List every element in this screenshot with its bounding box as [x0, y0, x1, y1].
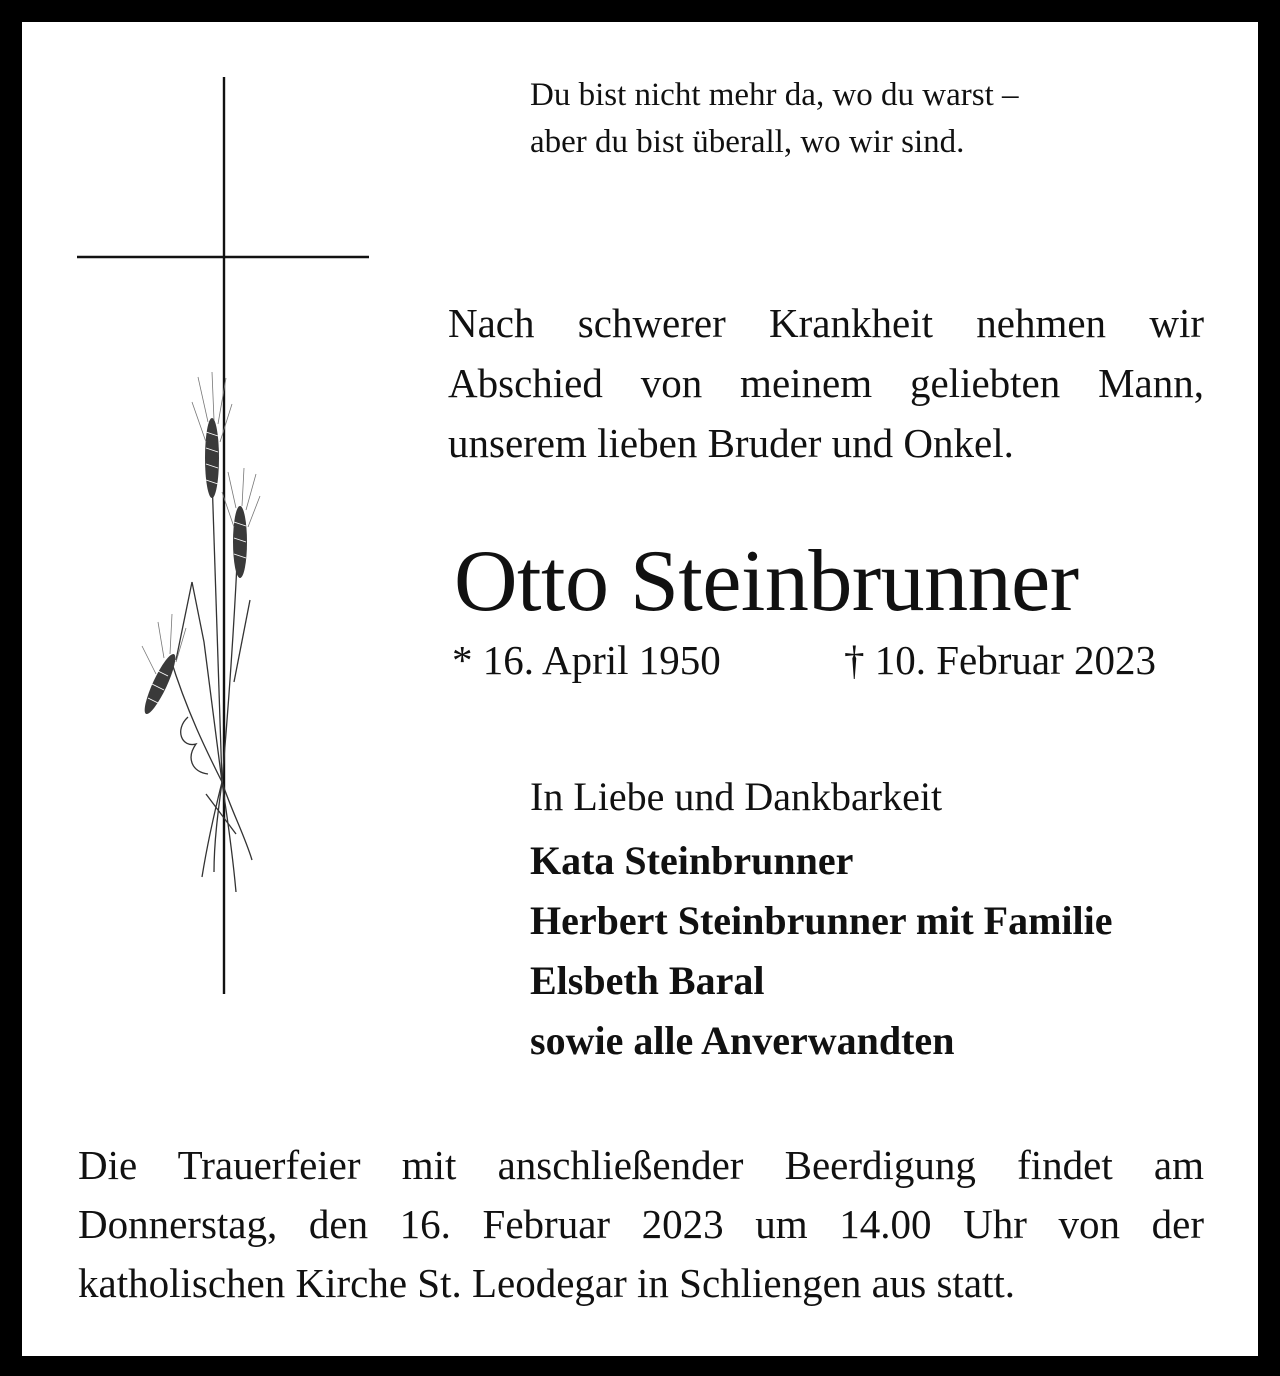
intro-text: [448, 293, 1204, 473]
cross-with-wheat-icon: [22, 22, 442, 1022]
intro-line: Abschied von meinem geliebten Mann,: [448, 360, 1204, 406]
service-line: Die Trauerfeier mit anschließender Beerdigung findet am: [78, 1142, 1204, 1188]
mourner-name: sowie alle Anverwandten: [530, 1018, 955, 1063]
service-line: katholischen Kirche St. Leodegar in Schliengen aus statt.: [78, 1260, 1016, 1306]
obituary-notice: [22, 22, 1258, 1356]
service-line: Donnerstag, den 16. Februar 2023 um 14.00 Uhr von der: [78, 1201, 1204, 1247]
motto: [530, 72, 1019, 166]
deceased-name: Otto Steinbrunner: [454, 533, 1079, 630]
mourners: [530, 767, 1113, 1071]
mourner-name: Kata Steinbrunner: [530, 838, 854, 883]
intro-line: unserem lieben Bruder und Onkel.: [448, 420, 1014, 466]
intro-line: Nach schwerer Krankheit nehmen wir: [448, 300, 1204, 346]
death-date: † 10. Februar 2023: [844, 637, 1157, 683]
motto-line: aber du bist überall, wo wir sind.: [530, 124, 965, 160]
motto-line: Du bist nicht mehr da, wo du warst –: [530, 77, 1019, 113]
mourners-lead: In Liebe und Dankbarkeit: [530, 774, 943, 819]
service-info: [78, 1136, 1204, 1313]
mourner-name: Herbert Steinbrunner mit Familie: [530, 898, 1113, 943]
mourner-name: Elsbeth Baral: [530, 958, 765, 1003]
birth-date: * 16. April 1950: [452, 637, 721, 683]
